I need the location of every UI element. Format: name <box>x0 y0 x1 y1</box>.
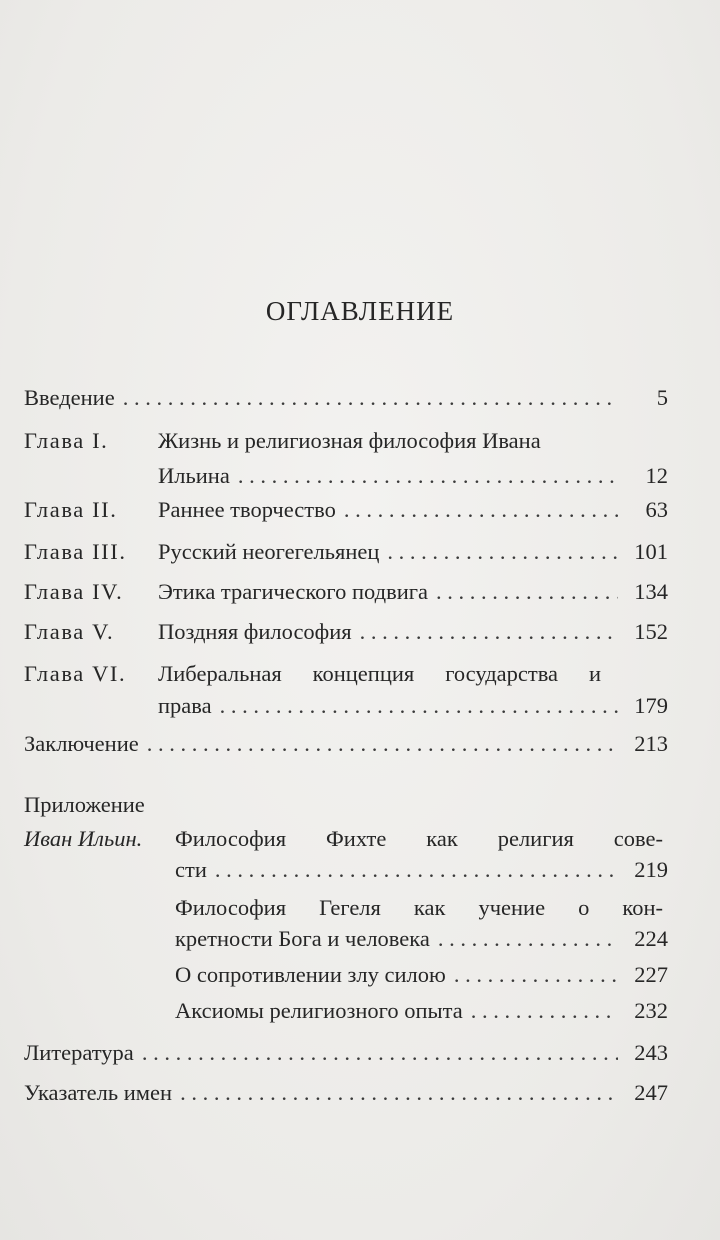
dot-leader <box>360 614 618 650</box>
appendix-item-title-continued: кретности Бога и человека <box>175 926 430 951</box>
appendix-heading: Приложение <box>24 792 145 817</box>
toc-page-number: 213 <box>634 731 668 756</box>
dot-leader <box>142 1035 618 1071</box>
chapter-title: Русский неогегельянец <box>158 539 380 564</box>
toc-page-number: 12 <box>645 463 668 488</box>
toc-entry-ch4[interactable] <box>24 574 668 610</box>
dot-leader <box>387 534 618 570</box>
chapter-title: Либеральная концепция государства и <box>158 661 601 686</box>
chapter-number: Глава VI. <box>24 661 127 686</box>
dot-leader <box>123 380 618 416</box>
toc-page-number: 152 <box>634 619 668 644</box>
dot-leader <box>438 921 618 957</box>
dot-leader <box>238 458 618 494</box>
dot-leader <box>454 957 618 993</box>
toc-page-number: 232 <box>634 998 668 1023</box>
toc-page-number: 5 <box>656 385 668 410</box>
chapter-number: Глава III. <box>24 539 127 564</box>
chapter-title: Этика трагического подвига <box>158 579 428 604</box>
toc-label: Литература <box>24 1040 134 1065</box>
toc-entry-index[interactable] <box>24 1075 668 1111</box>
toc-page-number: 101 <box>634 539 668 564</box>
toc-entry-ch6[interactable] <box>158 688 668 724</box>
toc-label: Введение <box>24 385 115 410</box>
toc-entry-ch1[interactable] <box>158 458 668 494</box>
toc-page-number: 63 <box>645 497 668 522</box>
dot-leader <box>471 993 618 1029</box>
chapter-title: Жизнь и религиозная философия Ивана <box>158 428 541 453</box>
toc-entry-ch6-heading[interactable] <box>24 656 601 692</box>
chapter-title-continued: права <box>158 693 212 718</box>
chapter-title-continued: Ильина <box>158 463 230 488</box>
toc-label: Заключение <box>24 731 139 756</box>
toc-entry-appendix-1-heading[interactable] <box>24 821 142 857</box>
toc-page-number: 224 <box>634 926 668 951</box>
toc-entry-literature[interactable] <box>24 1035 668 1071</box>
appendix-item-title-continued: сти <box>175 857 207 882</box>
toc-entry-conclusion[interactable] <box>24 726 668 762</box>
chapter-number: Глава IV. <box>24 579 124 604</box>
toc-entry-appendix-2[interactable] <box>175 921 668 957</box>
dot-leader <box>180 1075 618 1111</box>
appendix-item-title: О сопротивлении злу силою <box>175 962 446 987</box>
chapter-number: Глава V. <box>24 619 115 644</box>
toc-page-number: 247 <box>634 1080 668 1105</box>
dot-leader <box>215 852 618 888</box>
chapter-title: Поздняя философия <box>158 619 352 644</box>
page-title: ОГЛАВЛЕНИЕ <box>265 296 455 326</box>
dot-leader <box>220 688 618 724</box>
appendix-item-title: Аксиомы религиозного опыта <box>175 998 463 1023</box>
toc-page-number: 243 <box>634 1040 668 1065</box>
toc-page-number: 227 <box>634 962 668 987</box>
toc-entry-appendix-3[interactable] <box>175 957 668 993</box>
toc-entry-intro[interactable] <box>24 380 668 416</box>
dot-leader <box>344 492 618 528</box>
toc-page-number: 179 <box>634 693 668 718</box>
chapter-number: Глава II. <box>24 497 118 522</box>
toc-entry-appendix-1[interactable] <box>175 852 668 888</box>
toc-entry-ch1-heading[interactable] <box>24 423 541 459</box>
chapter-title: Раннее творчество <box>158 497 336 522</box>
toc-entry-ch5[interactable] <box>24 614 668 650</box>
chapter-number: Глава I. <box>24 428 109 453</box>
appendix-item-title: Философия Гегеля как учение о кон- <box>175 895 663 920</box>
toc-entry-ch2[interactable] <box>24 492 668 528</box>
toc-page-number: 219 <box>634 857 668 882</box>
dot-leader <box>436 574 618 610</box>
dot-leader <box>147 726 618 762</box>
appendix-author: Иван Ильин. <box>24 826 143 851</box>
toc-entry-ch3[interactable] <box>24 534 668 570</box>
toc-label: Указатель имен <box>24 1080 173 1105</box>
appendix-item-title: Философия Фихте как религия сове- <box>175 826 663 851</box>
toc-entry-appendix-4[interactable] <box>175 993 668 1029</box>
toc-page-number: 134 <box>634 579 668 604</box>
